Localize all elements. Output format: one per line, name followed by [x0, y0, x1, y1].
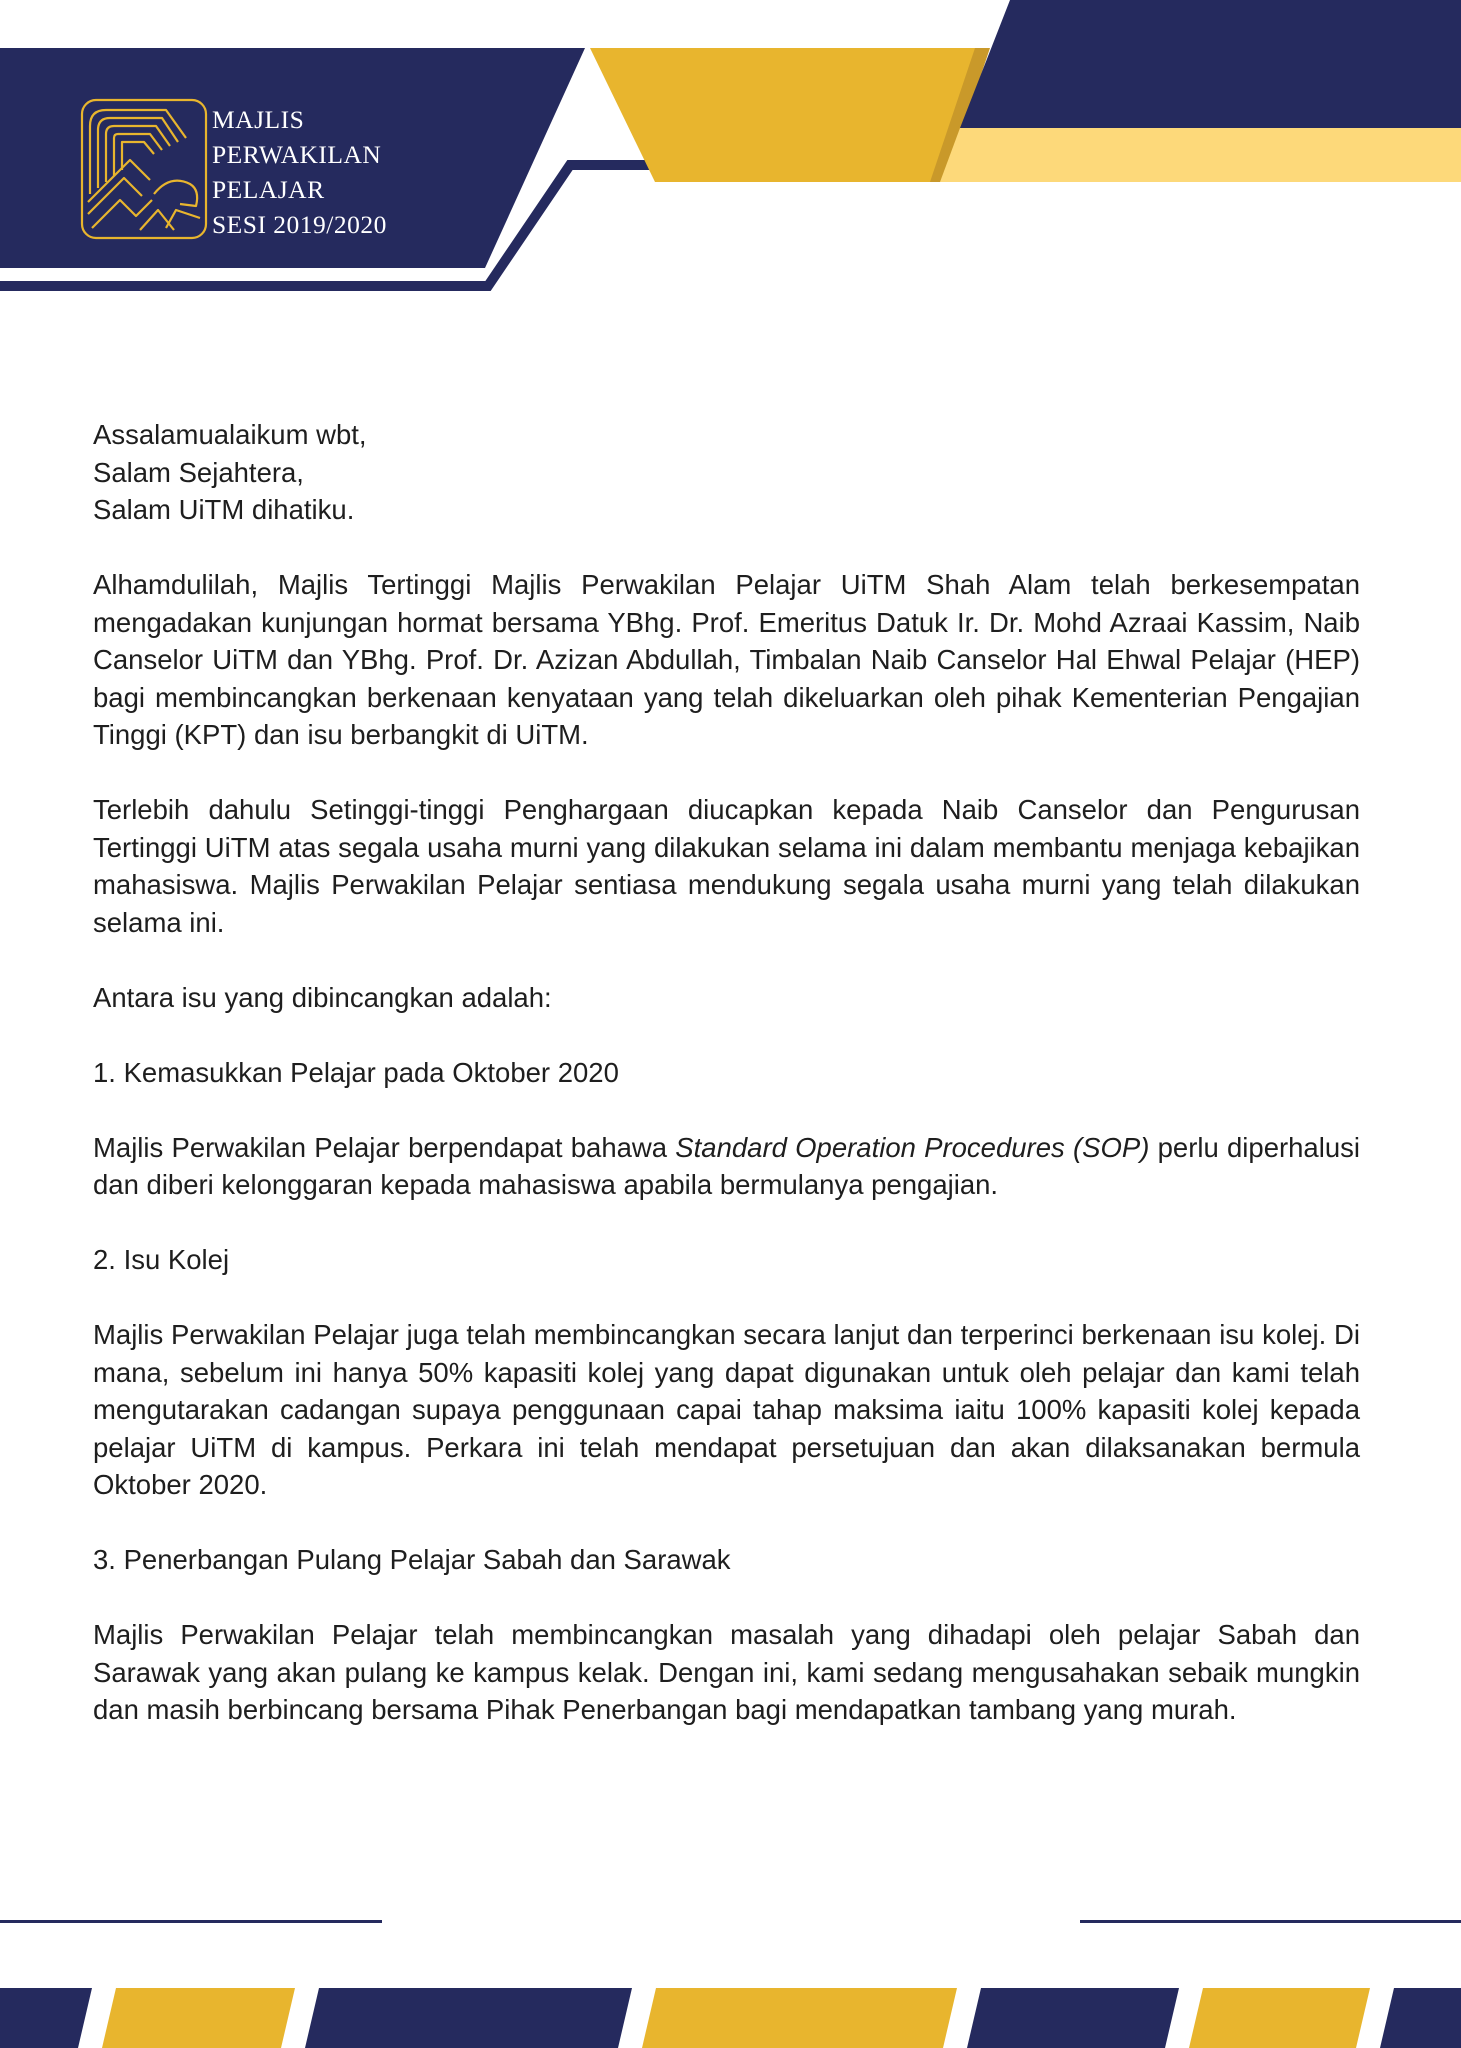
footer-banner — [0, 1900, 1461, 2048]
issues-intro: Antara isu yang dibincangkan adalah: — [93, 981, 552, 1013]
issue-3-text: Majlis Perwakilan Pelajar telah membincangkan masalah yang dihadapi oleh pelajar Sabah dan Sarawak yang akan pulang ke kampus kelak. Dengan ini, kami sedang mengusahakan sebaik mungkin dan masih berbincang bersama Pihak Penerbangan bagi mendapatkan tambang yang murah. — [93, 1619, 1360, 1725]
footer-stripe-gold-1 — [102, 1988, 295, 2048]
organization-name — [212, 102, 387, 242]
footer-stripe-navy-3 — [967, 1988, 1179, 2048]
org-name-line-4: SESI 2019/2020 — [212, 210, 387, 239]
issue-3-heading: 3. Penerbangan Pulang Pelajar Sabah dan Sarawak — [93, 1544, 731, 1575]
org-name-line-2: PERWAKILAN — [212, 140, 382, 169]
paragraph-2: Terlebih dahulu Setinggi-tinggi Penghargaan diucapkan kepada Naib Canselor dan Pengurusan Tertinggi UiTM atas segala usaha murni yang dilakukan selama ini dalam membantu menjaga kebajikan mahasiswa. Majlis Perwakilan Pelajar sentiasa mendukung segala usaha murni yang telah dilakukan selama ini. — [93, 794, 1360, 938]
greeting-line-3: Salam UiTM dihatiku. — [93, 494, 355, 525]
paragraph-1: Alhamdulilah, Majlis Tertinggi Majlis Perwakilan Pelajar UiTM Shah Alam telah berkesempatan mengadakan kunjungan hormat bersama YBhg. Prof. Emeritus Datuk Ir. Dr. Mohd Azraai Kassim, Naib Canselor UiTM dan YBhg. Prof. Dr. Azizan Abdullah, Timbalan Naib Canselor Hal Ehwal Pelajar (HEP) bagi membincangkan berkenaan kenyataan yang telah dikeluarkan oleh pihak Kementerian Pengajian Tinggi (KPT) dan isu berbangkit di UiTM. — [93, 569, 1360, 750]
footer-stripe-navy-1 — [0, 1988, 92, 2048]
greeting — [93, 416, 1360, 529]
footer-stripe-navy-4 — [1380, 1988, 1461, 2048]
letter-body — [93, 416, 1360, 1766]
footer-line-left — [0, 1920, 382, 1923]
issue-1-text-before: Majlis Perwakilan Pelajar berpendapat bahawa — [93, 1131, 676, 1163]
mpp-logo-icon — [80, 98, 208, 240]
footer-stripe-gold-3 — [1189, 1988, 1370, 2048]
header-navy-corner — [960, 0, 1461, 128]
header-light-gold-band — [940, 128, 1461, 182]
issue-1-text-italic: Standard Operation Procedures (SOP) — [675, 1131, 1150, 1163]
issue-1-heading: 1. Kemasukkan Pelajar pada Oktober 2020 — [93, 1056, 619, 1088]
greeting-line-2: Salam Sejahtera, — [93, 456, 304, 488]
issue-2-text: Majlis Perwakilan Pelajar juga telah membincangkan secara lanjut dan terperinci berkenaan isu kolej. Di mana, sebelum ini hanya 50% kapasiti kolej yang dapat digunakan untuk oleh pelajar dan kami telah mengutarakan cadangan supaya penggunaan capai tahap maksima iaitu 100% kapasiti kolej kepada pelajar UiTM di kampus. Perkara ini telah mendapat persetujuan dan akan dilaksanakan bermula Oktober 2020. — [93, 1319, 1360, 1500]
org-name-line-3: PELAJAR — [212, 175, 325, 204]
greeting-line-1: Assalamualaikum wbt, — [93, 419, 367, 450]
issue-1-text — [93, 1129, 1360, 1204]
header-gold-stripe — [590, 48, 985, 182]
org-name-line-1: MAJLIS — [212, 105, 305, 134]
footer-line-right — [1080, 1920, 1461, 1923]
footer-stripe-gold-2 — [642, 1988, 957, 2048]
issue-2-heading: 2. Isu Kolej — [93, 1244, 230, 1275]
issue-1-text-after: perlu diperhalusi dan diberi kelonggaran kepada mahasiswa apabila bermulanya pengajian. — [93, 1131, 1360, 1200]
footer-stripe-navy-2 — [305, 1988, 632, 2048]
